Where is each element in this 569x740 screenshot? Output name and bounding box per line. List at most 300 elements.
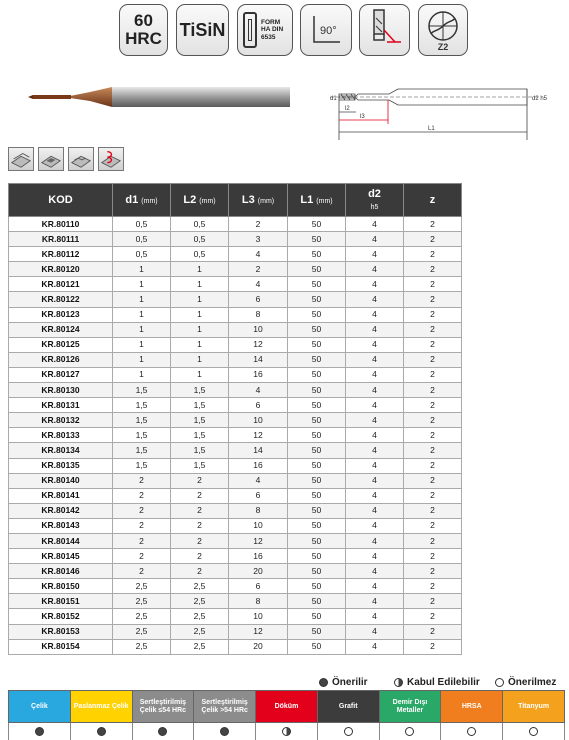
value-cell: 50 — [288, 352, 346, 367]
value-cell: 2 — [404, 533, 462, 548]
value-cell: 2 — [171, 488, 229, 503]
value-cell: 14 — [229, 443, 288, 458]
value-cell: 1,5 — [113, 383, 171, 398]
value-cell: 1,5 — [113, 458, 171, 473]
table-row — [9, 322, 462, 337]
material-header: Titanyum — [503, 691, 565, 723]
value-cell: 1,5 — [171, 458, 229, 473]
value-cell: 50 — [288, 232, 346, 247]
value-cell: 2,5 — [113, 609, 171, 624]
value-cell: 4 — [346, 352, 404, 367]
value-cell: 50 — [288, 579, 346, 594]
full-dot-icon — [97, 727, 106, 736]
label-l2: l2 — [345, 106, 350, 112]
value-cell: 4 — [346, 564, 404, 579]
shank-form-text — [261, 19, 283, 42]
legend-not-recommended: Önerilmez — [495, 677, 556, 688]
value-cell: 2 — [113, 564, 171, 579]
value-cell: 2 — [404, 307, 462, 322]
product-code-cell: KR.80135 — [9, 458, 113, 473]
value-cell: 12 — [229, 533, 288, 548]
value-cell: 4 — [346, 533, 404, 548]
value-cell: 4 — [346, 503, 404, 518]
value-cell: 1,5 — [113, 398, 171, 413]
material-header: Sertleştirilmiş Çelik ≤54 HRc — [132, 691, 194, 723]
value-cell: 1 — [171, 277, 229, 292]
value-cell: 2 — [404, 458, 462, 473]
product-code-cell: KR.80143 — [9, 518, 113, 533]
value-cell: 4 — [346, 367, 404, 382]
full-dot-icon — [35, 727, 44, 736]
col-l2: L2 (mm) — [171, 184, 229, 217]
value-cell: 2,5 — [113, 594, 171, 609]
value-cell: 50 — [288, 443, 346, 458]
table-row — [9, 337, 462, 352]
value-cell: 1,5 — [171, 443, 229, 458]
value-cell: 50 — [288, 217, 346, 232]
coating-label: TiSiN — [179, 19, 226, 40]
product-code-cell: KR.80133 — [9, 428, 113, 443]
material-header: Grafit — [317, 691, 379, 723]
value-cell: 50 — [288, 307, 346, 322]
value-cell: 1 — [113, 307, 171, 322]
flute-count: Z2 — [437, 42, 449, 52]
product-code-cell: KR.80152 — [9, 609, 113, 624]
empty-dot-icon — [529, 727, 538, 736]
product-table — [8, 183, 462, 655]
col-z: z — [404, 184, 462, 217]
table-row — [9, 488, 462, 503]
suitability-cell — [379, 723, 441, 740]
value-cell: 2 — [171, 549, 229, 564]
coating-badge — [176, 4, 229, 56]
table-row — [9, 443, 462, 458]
label-d2: d2 h5 — [532, 96, 548, 102]
value-cell: 2 — [404, 428, 462, 443]
value-cell: 4 — [346, 322, 404, 337]
product-code-cell: KR.80150 — [9, 579, 113, 594]
table-row — [9, 458, 462, 473]
hardness-value: 60 — [134, 11, 153, 30]
value-cell: 2 — [404, 488, 462, 503]
value-cell: 4 — [346, 639, 404, 654]
shank-form-icon — [243, 12, 257, 48]
value-cell: 4 — [346, 579, 404, 594]
value-cell: 4 — [346, 337, 404, 352]
product-code-cell: KR.80127 — [9, 367, 113, 382]
value-cell: 1,5 — [113, 413, 171, 428]
value-cell: 50 — [288, 367, 346, 382]
suitability-cell — [194, 723, 256, 740]
suitability-cell — [9, 723, 71, 740]
value-cell: 1 — [113, 352, 171, 367]
value-cell: 2 — [404, 639, 462, 654]
value-cell: 2 — [404, 337, 462, 352]
value-cell: 10 — [229, 413, 288, 428]
value-cell: 2 — [229, 262, 288, 277]
ramping-icon — [98, 147, 124, 171]
product-code-cell: KR.80125 — [9, 337, 113, 352]
empty-dot-icon — [467, 727, 476, 736]
value-cell: 8 — [229, 307, 288, 322]
value-cell: 4 — [346, 594, 404, 609]
value-cell: 4 — [346, 413, 404, 428]
tool-photo — [28, 87, 290, 107]
flute-count-badge — [418, 4, 468, 56]
value-cell: 14 — [229, 352, 288, 367]
value-cell: 2 — [404, 624, 462, 639]
value-cell: 16 — [229, 549, 288, 564]
value-cell: 2 — [404, 503, 462, 518]
value-cell: 1 — [171, 337, 229, 352]
material-header: Sertleştirilmiş Çelik >54 HRc — [194, 691, 256, 723]
value-cell: 2 — [404, 549, 462, 564]
value-cell: 4 — [346, 518, 404, 533]
value-cell: 2 — [113, 533, 171, 548]
table-header-row — [9, 184, 462, 217]
value-cell: 4 — [346, 277, 404, 292]
value-cell: 2 — [404, 564, 462, 579]
value-cell: 4 — [346, 262, 404, 277]
value-cell: 1 — [113, 277, 171, 292]
product-code-cell: KR.80111 — [9, 232, 113, 247]
value-cell: 2 — [404, 579, 462, 594]
end-mill-icon — [365, 8, 405, 52]
material-header: Paslanmaz Çelik — [70, 691, 132, 723]
value-cell: 1 — [171, 352, 229, 367]
value-cell: 4 — [346, 609, 404, 624]
value-cell: 16 — [229, 367, 288, 382]
product-code-cell: KR.80131 — [9, 398, 113, 413]
value-cell: 2,5 — [113, 579, 171, 594]
value-cell: 4 — [346, 443, 404, 458]
empty-dot-icon — [344, 727, 353, 736]
value-cell: 2,5 — [171, 639, 229, 654]
value-cell: 1 — [113, 322, 171, 337]
value-cell: 2,5 — [171, 594, 229, 609]
table-row — [9, 428, 462, 443]
label-l3: l3 — [360, 114, 365, 120]
table-row — [9, 624, 462, 639]
table-row — [9, 217, 462, 232]
value-cell: 20 — [229, 639, 288, 654]
value-cell: 2 — [171, 503, 229, 518]
value-cell: 2 — [404, 413, 462, 428]
table-row — [9, 639, 462, 654]
table-row — [9, 533, 462, 548]
value-cell: 8 — [229, 594, 288, 609]
value-cell: 2 — [404, 322, 462, 337]
value-cell: 2 — [404, 398, 462, 413]
value-cell: 4 — [346, 398, 404, 413]
value-cell: 12 — [229, 428, 288, 443]
value-cell: 1,5 — [113, 443, 171, 458]
product-code-cell: KR.80146 — [9, 564, 113, 579]
value-cell: 50 — [288, 337, 346, 352]
table-row — [9, 277, 462, 292]
product-code-cell: KR.80153 — [9, 624, 113, 639]
hardness-badge — [119, 4, 168, 56]
table-row — [9, 413, 462, 428]
value-cell: 2,5 — [113, 639, 171, 654]
product-code-cell: KR.80142 — [9, 503, 113, 518]
value-cell: 50 — [288, 609, 346, 624]
product-code-cell: KR.80123 — [9, 307, 113, 322]
value-cell: 6 — [229, 398, 288, 413]
material-table — [8, 690, 565, 740]
value-cell: 16 — [229, 458, 288, 473]
value-cell: 1 — [113, 262, 171, 277]
table-row — [9, 262, 462, 277]
value-cell: 50 — [288, 594, 346, 609]
value-cell: 2 — [113, 549, 171, 564]
value-cell: 1,5 — [171, 398, 229, 413]
value-cell: 50 — [288, 292, 346, 307]
value-cell: 50 — [288, 488, 346, 503]
value-cell: 50 — [288, 398, 346, 413]
value-cell: 20 — [229, 564, 288, 579]
product-code-cell: KR.80130 — [9, 383, 113, 398]
product-code-cell: KR.80132 — [9, 413, 113, 428]
value-cell: 50 — [288, 503, 346, 518]
empty-dot-icon — [495, 678, 504, 687]
value-cell: 2 — [404, 594, 462, 609]
table-row — [9, 232, 462, 247]
product-code-cell: KR.80122 — [9, 292, 113, 307]
form-line-1: FORM — [261, 18, 281, 26]
value-cell: 2 — [404, 518, 462, 533]
value-cell: 50 — [288, 639, 346, 654]
table-row — [9, 503, 462, 518]
value-cell: 50 — [288, 533, 346, 548]
col-L1: L1 (mm) — [288, 184, 346, 217]
form-line-3: 6535 — [261, 33, 276, 41]
value-cell: 2 — [171, 533, 229, 548]
value-cell: 4 — [346, 383, 404, 398]
tool-drawing — [0, 70, 569, 150]
value-cell: 6 — [229, 579, 288, 594]
value-cell: 1 — [113, 292, 171, 307]
value-cell: 50 — [288, 473, 346, 488]
value-cell: 2 — [404, 217, 462, 232]
suitability-cell — [256, 723, 318, 740]
full-dot-icon — [319, 678, 328, 687]
value-cell: 50 — [288, 383, 346, 398]
value-cell: 6 — [229, 488, 288, 503]
value-cell: 10 — [229, 609, 288, 624]
value-cell: 2 — [229, 217, 288, 232]
value-cell: 0,5 — [113, 247, 171, 262]
value-cell: 1,5 — [171, 413, 229, 428]
suitability-cell — [503, 723, 565, 740]
shank-form-badge — [237, 4, 293, 56]
value-cell: 50 — [288, 277, 346, 292]
value-cell: 2,5 — [171, 609, 229, 624]
col-kod: KOD — [9, 184, 113, 217]
value-cell: 50 — [288, 624, 346, 639]
product-code-cell: KR.80140 — [9, 473, 113, 488]
col-d2: d2 h5 — [346, 184, 404, 217]
label-l1: L1 — [428, 126, 435, 132]
value-cell: 2 — [171, 473, 229, 488]
value-cell: 4 — [346, 217, 404, 232]
product-code-cell: KR.80120 — [9, 262, 113, 277]
value-cell: 4 — [229, 383, 288, 398]
angle-badge — [300, 4, 352, 56]
value-cell: 2 — [404, 352, 462, 367]
value-cell: 50 — [288, 518, 346, 533]
material-suitability-row — [9, 723, 565, 740]
table-row — [9, 352, 462, 367]
value-cell: 12 — [229, 624, 288, 639]
product-code-cell: KR.80126 — [9, 352, 113, 367]
value-cell: 1 — [171, 307, 229, 322]
value-cell: 50 — [288, 413, 346, 428]
operation-icons — [8, 147, 124, 173]
end-mill-badge — [359, 4, 410, 56]
table-row — [9, 307, 462, 322]
value-cell: 1 — [171, 322, 229, 337]
table-row — [9, 609, 462, 624]
value-cell: 10 — [229, 322, 288, 337]
col-d1: d1 (mm) — [113, 184, 171, 217]
angle-value: 90° — [320, 25, 337, 37]
value-cell: 1,5 — [171, 428, 229, 443]
legend-recommended: Önerilir — [319, 677, 368, 688]
material-header: Demir Dışı Metaller — [379, 691, 441, 723]
product-code-cell: KR.80154 — [9, 639, 113, 654]
pocketing-icon — [38, 147, 64, 171]
label-d1: d1 — [330, 96, 337, 102]
profiling-icon — [68, 147, 94, 171]
hardness-unit: HRC — [125, 29, 162, 48]
table-row — [9, 383, 462, 398]
product-code-cell: KR.80134 — [9, 443, 113, 458]
table-row — [9, 579, 462, 594]
col-l3: L3 (mm) — [229, 184, 288, 217]
suitability-cell — [132, 723, 194, 740]
value-cell: 2 — [404, 292, 462, 307]
value-cell: 4 — [229, 247, 288, 262]
value-cell: 2 — [404, 232, 462, 247]
value-cell: 3 — [229, 232, 288, 247]
value-cell: 1 — [171, 292, 229, 307]
value-cell: 50 — [288, 247, 346, 262]
value-cell: 1,5 — [113, 428, 171, 443]
value-cell: 6 — [229, 292, 288, 307]
value-cell: 50 — [288, 549, 346, 564]
value-cell: 10 — [229, 518, 288, 533]
table-row — [9, 367, 462, 382]
value-cell: 12 — [229, 337, 288, 352]
value-cell: 4 — [229, 277, 288, 292]
value-cell: 8 — [229, 503, 288, 518]
product-code-cell: KR.80144 — [9, 533, 113, 548]
material-header-row — [9, 691, 565, 723]
value-cell: 1 — [171, 367, 229, 382]
table-row — [9, 518, 462, 533]
angle-icon — [306, 12, 346, 48]
value-cell: 2 — [113, 518, 171, 533]
table-row — [9, 549, 462, 564]
product-code-cell: KR.80121 — [9, 277, 113, 292]
empty-dot-icon — [405, 727, 414, 736]
value-cell: 2 — [404, 247, 462, 262]
product-code-cell: KR.80145 — [9, 549, 113, 564]
value-cell: 2,5 — [171, 624, 229, 639]
value-cell: 1 — [171, 262, 229, 277]
value-cell: 2 — [113, 488, 171, 503]
suitability-cell — [441, 723, 503, 740]
value-cell: 4 — [346, 428, 404, 443]
table-row — [9, 473, 462, 488]
value-cell: 2 — [113, 473, 171, 488]
value-cell: 4 — [346, 232, 404, 247]
table-row — [9, 594, 462, 609]
product-code-cell: KR.80151 — [9, 594, 113, 609]
value-cell: 4 — [346, 247, 404, 262]
full-dot-icon — [158, 727, 167, 736]
value-cell: 50 — [288, 428, 346, 443]
value-cell: 4 — [346, 307, 404, 322]
value-cell: 2,5 — [171, 579, 229, 594]
value-cell: 2,5 — [113, 624, 171, 639]
product-code-cell: KR.80112 — [9, 247, 113, 262]
value-cell: 0,5 — [113, 232, 171, 247]
value-cell: 2 — [404, 383, 462, 398]
value-cell: 0,5 — [171, 232, 229, 247]
value-cell: 4 — [346, 458, 404, 473]
value-cell: 1,5 — [171, 383, 229, 398]
value-cell: 1 — [113, 367, 171, 382]
material-header: Döküm — [256, 691, 318, 723]
value-cell: 2 — [113, 503, 171, 518]
value-cell: 2 — [404, 277, 462, 292]
value-cell: 4 — [346, 624, 404, 639]
product-code-cell: KR.80124 — [9, 322, 113, 337]
value-cell: 2 — [171, 564, 229, 579]
form-line-2: HA DIN — [261, 26, 284, 34]
value-cell: 4 — [346, 292, 404, 307]
full-dot-icon — [220, 727, 229, 736]
value-cell: 2 — [404, 609, 462, 624]
product-code-cell: KR.80110 — [9, 217, 113, 232]
value-cell: 4 — [346, 488, 404, 503]
value-cell: 0,5 — [171, 247, 229, 262]
flute-icon — [423, 8, 463, 52]
value-cell: 1 — [113, 337, 171, 352]
value-cell: 2 — [404, 443, 462, 458]
suitability-cell — [317, 723, 379, 740]
half-dot-icon — [282, 727, 291, 736]
legend-acceptable: Kabul Edilebilir — [394, 677, 480, 688]
value-cell: 50 — [288, 322, 346, 337]
table-row — [9, 564, 462, 579]
table-row — [9, 398, 462, 413]
value-cell: 2 — [404, 473, 462, 488]
value-cell: 2 — [404, 367, 462, 382]
value-cell: 4 — [229, 473, 288, 488]
value-cell: 4 — [346, 473, 404, 488]
material-header: HRSA — [441, 691, 503, 723]
table-row — [9, 247, 462, 262]
material-header: Çelik — [9, 691, 71, 723]
value-cell: 0,5 — [113, 217, 171, 232]
suitability-cell — [70, 723, 132, 740]
value-cell: 0,5 — [171, 217, 229, 232]
value-cell: 2 — [404, 262, 462, 277]
slotting-icon — [8, 147, 34, 171]
